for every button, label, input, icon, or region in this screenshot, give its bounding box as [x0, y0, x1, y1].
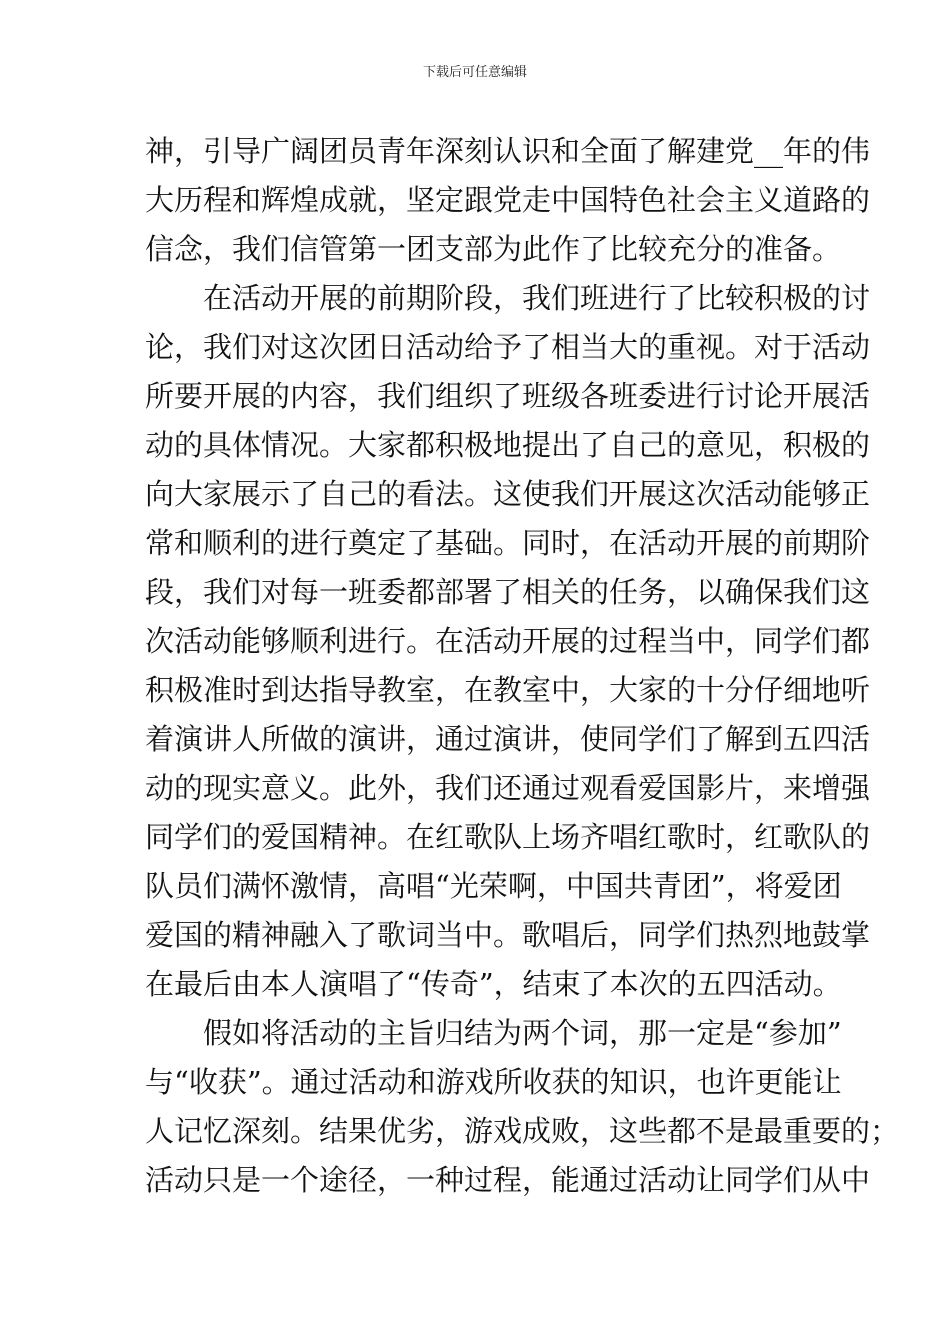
text-line: 神，引导广阔团员青年深刻认识和全面了解建党__年的伟 [145, 134, 871, 168]
text-line: 着演讲人所做的演讲，通过演讲，使同学们了解到五四活 [145, 722, 871, 756]
text-line: 活动只是一个途径，一种过程，能通过活动让同学们从中 [145, 1163, 871, 1197]
text-line: 论，我们对这次团日活动给予了相当大的重视。对于活动 [145, 330, 871, 364]
text-line: 假如将活动的主旨归结为两个词，那一定是“参加” [203, 1016, 842, 1050]
text-line: 段，我们对每一班委都部署了相关的任务，以确保我们这 [145, 575, 871, 609]
text-line: 积极准时到达指导教室，在教室中，大家的十分仔细地听 [145, 673, 871, 707]
text-line: 所要开展的内容，我们组织了班级各班委进行讨论开展活 [145, 379, 871, 413]
text-line: 常和顺利的进行奠定了基础。同时，在活动开展的前期阶 [145, 526, 871, 560]
text-line: 向大家展示了自己的看法。这使我们开展这次活动能够正 [145, 477, 871, 511]
text-line: 大历程和辉煌成就，坚定跟党走中国特色社会主义道路的 [145, 183, 871, 217]
page-header: 下载后可任意编辑 [422, 65, 527, 80]
text-line: 爱国的精神融入了歌词当中。歌唱后，同学们热烈地鼓掌 [145, 918, 871, 952]
text-line: 次活动能够顺利进行。在活动开展的过程当中，同学们都 [145, 624, 871, 658]
document-body [145, 127, 900, 1205]
text-line: 在活动开展的前期阶段，我们班进行了比较积极的讨 [203, 281, 871, 315]
text-line: 同学们的爱国精神。在红歌队上场齐唱红歌时，红歌队的 [145, 820, 871, 854]
text-line: 动的现实意义。此外，我们还通过观看爱国影片，来增强 [145, 771, 871, 805]
text-line: 人记忆深刻。结果优劣，游戏成败，这些都不是最重要的； [145, 1114, 900, 1148]
text-line: 队员们满怀激情，高唱“光荣啊，中国共青团”，将爱团 [145, 869, 842, 903]
text-line: 在最后由本人演唱了“传奇”，结束了本次的五四活动。 [145, 967, 842, 1001]
text-line: 信念，我们信管第一团支部为此作了比较充分的准备。 [145, 232, 842, 266]
text-line: 与“收获”。通过活动和游戏所收获的知识，也许更能让 [145, 1065, 842, 1099]
text-line: 动的具体情况。大家都积极地提出了自己的意见，积极的 [145, 428, 871, 462]
